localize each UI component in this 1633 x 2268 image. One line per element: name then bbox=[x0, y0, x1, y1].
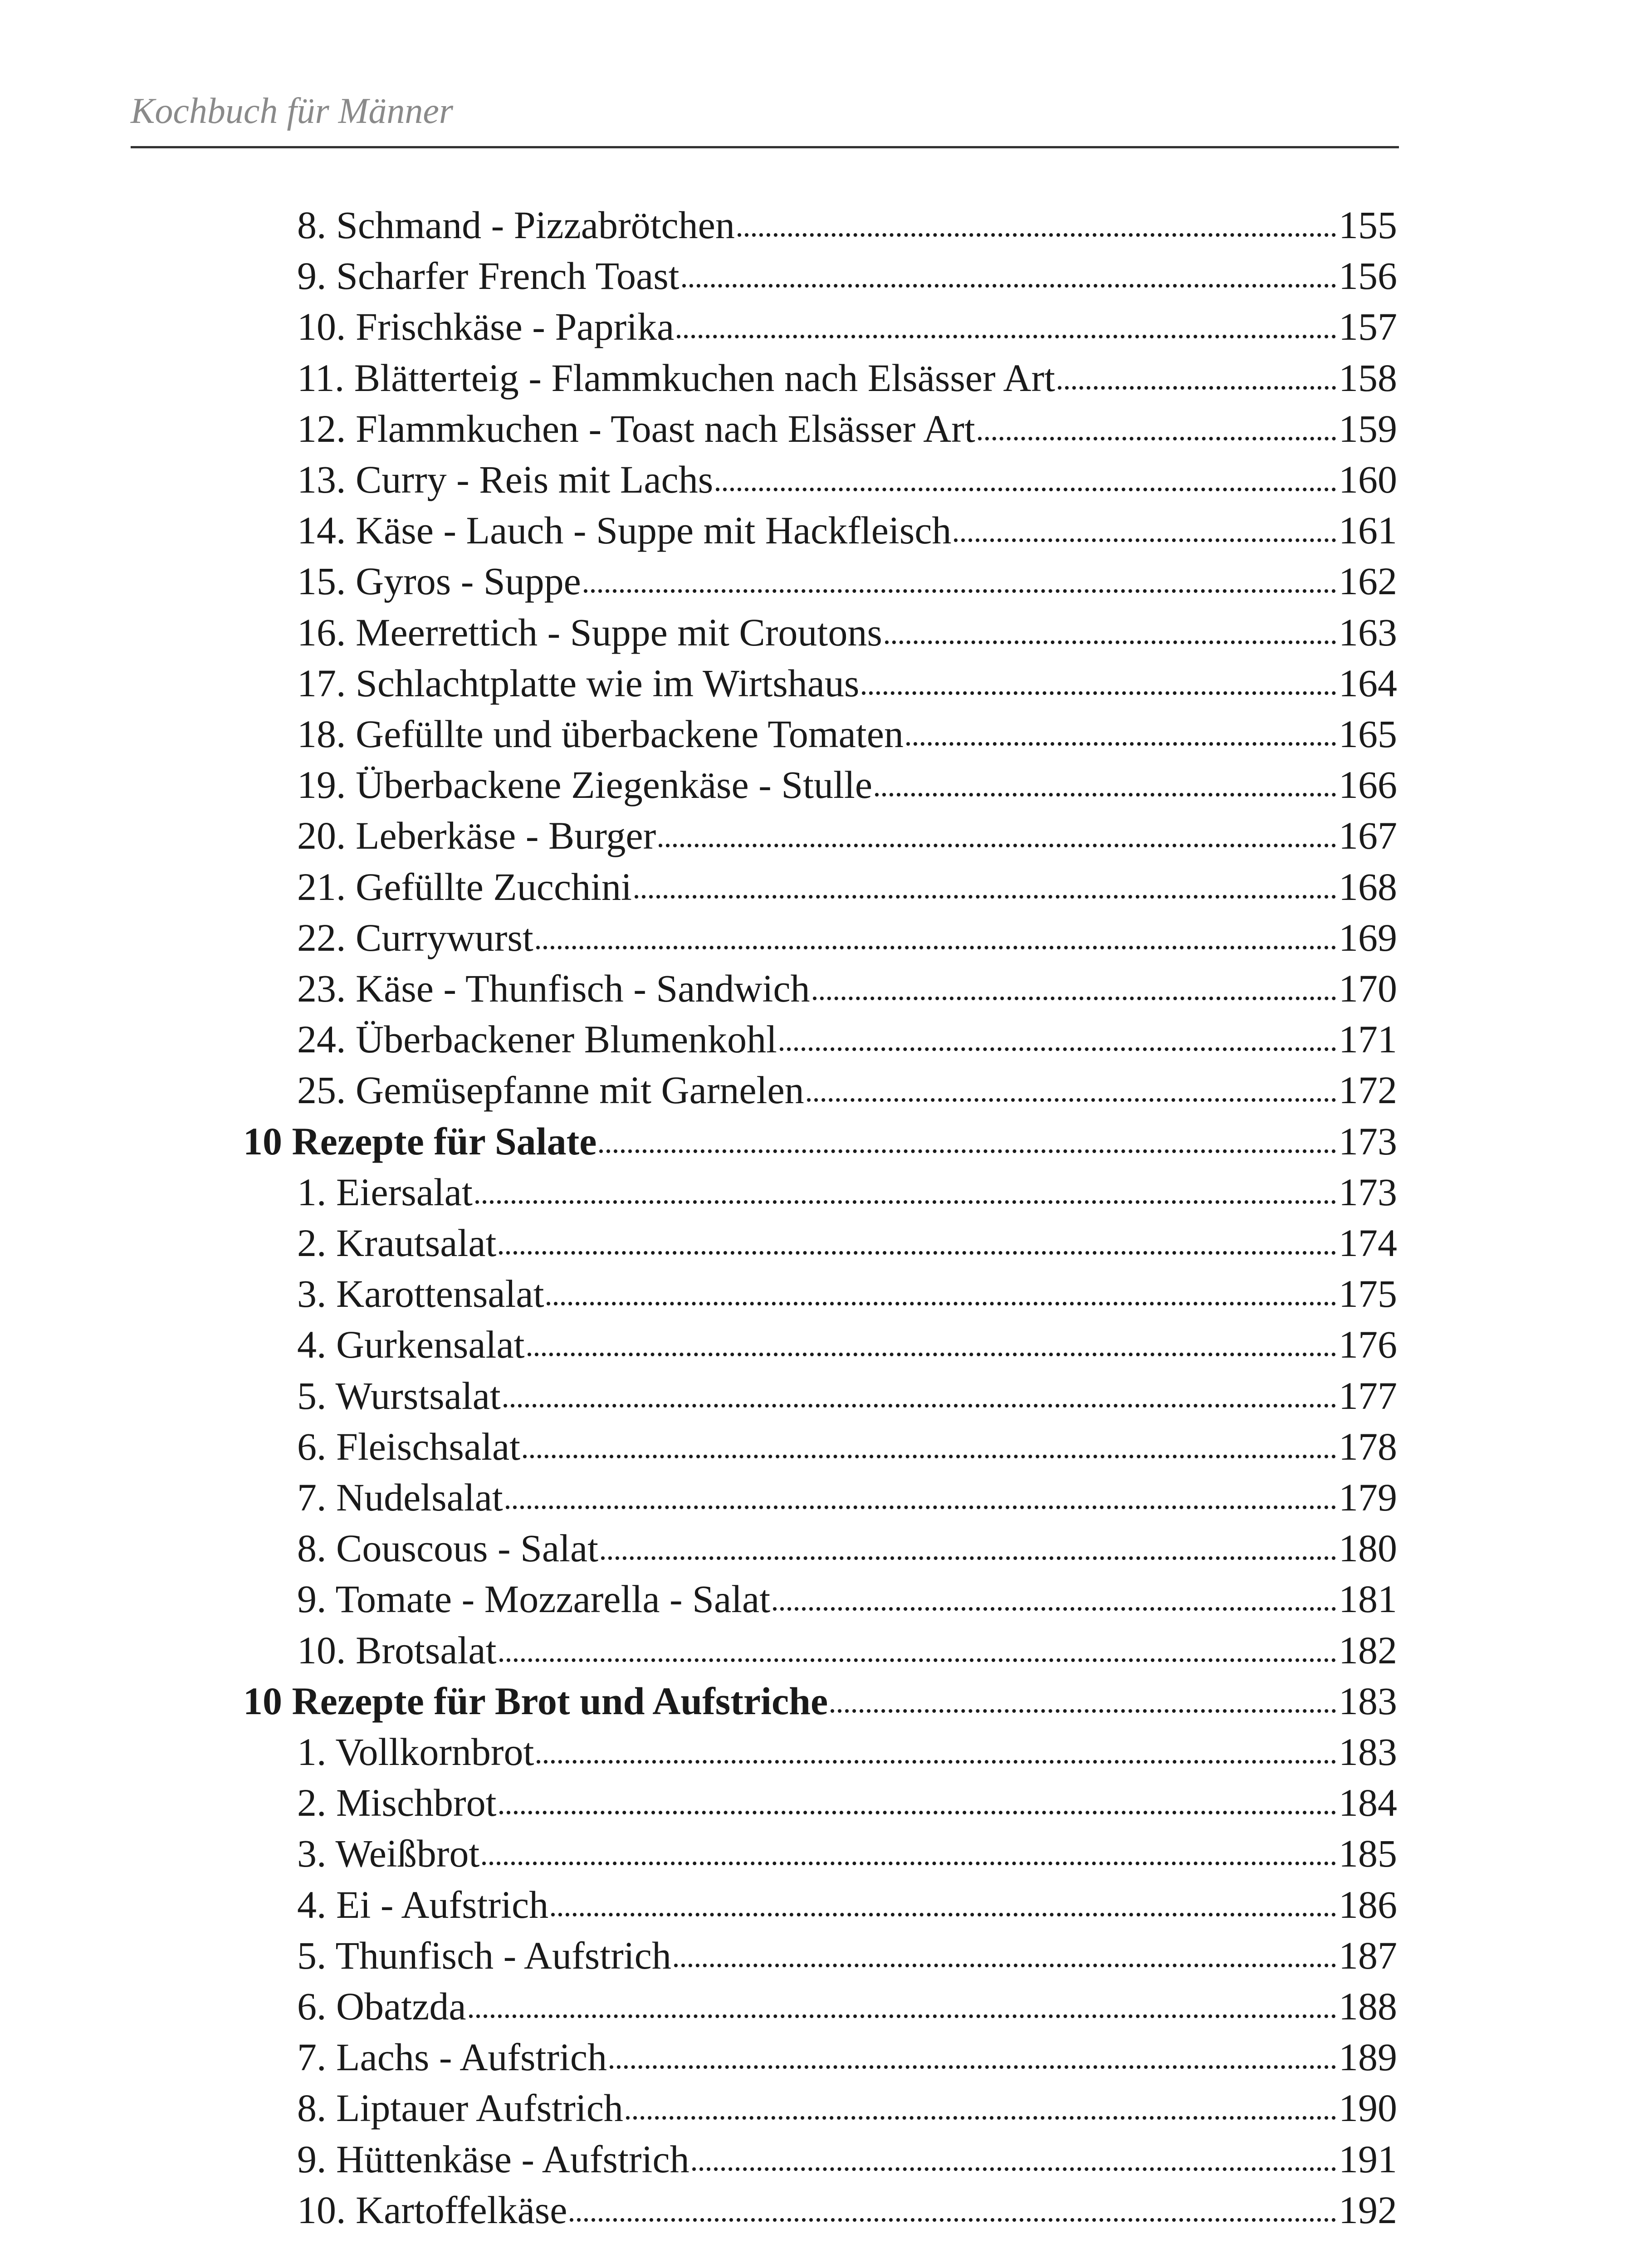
toc-page-number: 160 bbox=[1339, 458, 1397, 501]
toc-entry[interactable] bbox=[297, 1065, 1397, 1115]
toc-entry-title: 12. Flammkuchen - Toast nach Elsässer Art bbox=[297, 406, 975, 450]
toc-dot-leader bbox=[499, 1625, 1336, 1676]
toc-entry-title: 8. Liptauer Aufstrich bbox=[297, 2086, 623, 2130]
toc-page-number: 190 bbox=[1339, 2086, 1397, 2130]
toc-page-number: 155 bbox=[1339, 203, 1397, 247]
toc-dot-leader bbox=[601, 1523, 1336, 1574]
toc-dot-leader bbox=[626, 2082, 1336, 2133]
toc-page-number: 163 bbox=[1339, 610, 1397, 654]
toc-page-number: 186 bbox=[1339, 1882, 1397, 1926]
toc-entry[interactable] bbox=[297, 250, 1397, 301]
toc-entry[interactable] bbox=[297, 556, 1397, 606]
toc-dot-leader bbox=[807, 1065, 1336, 1115]
toc-entry[interactable] bbox=[297, 1319, 1397, 1370]
toc-page-number: 156 bbox=[1339, 254, 1397, 298]
toc-page-number: 177 bbox=[1339, 1374, 1397, 1418]
toc-dot-leader bbox=[504, 1370, 1336, 1421]
toc-entry[interactable] bbox=[297, 505, 1397, 556]
toc-entry-title: 4. Gurkensalat bbox=[297, 1323, 525, 1367]
toc-dot-leader bbox=[570, 2185, 1336, 2235]
toc-page-number: 179 bbox=[1339, 1476, 1397, 1519]
toc-entry-title: 20. Leberkäse - Burger bbox=[297, 814, 656, 858]
toc-entry[interactable] bbox=[297, 607, 1397, 658]
toc-entry-title: 4. Ei - Aufstrich bbox=[297, 1882, 549, 1926]
toc-entry-title: 2. Mischbrot bbox=[297, 1781, 497, 1825]
toc-dot-leader bbox=[885, 607, 1336, 658]
toc-entry-title: 6. Obatzda bbox=[297, 1984, 466, 2028]
toc-page-number: 170 bbox=[1339, 967, 1397, 1010]
toc-entry[interactable] bbox=[297, 352, 1397, 403]
toc-page-number: 157 bbox=[1339, 305, 1397, 349]
toc-page-number: 162 bbox=[1339, 559, 1397, 603]
toc-dot-leader bbox=[499, 1217, 1336, 1268]
toc-entry[interactable] bbox=[297, 1981, 1397, 2032]
toc-entry[interactable] bbox=[297, 1370, 1397, 1421]
toc-page-number: 184 bbox=[1339, 1781, 1397, 1825]
toc-page-number: 176 bbox=[1339, 1323, 1397, 1367]
toc-dot-leader bbox=[475, 1167, 1336, 1217]
toc-dot-leader bbox=[875, 759, 1336, 810]
toc-entry[interactable] bbox=[297, 861, 1397, 912]
toc-entry-title: 17. Schlachtplatte wie im Wirtshaus bbox=[297, 661, 860, 705]
toc-dot-leader bbox=[954, 505, 1336, 556]
toc-entry-title: 10 Rezepte für Salate bbox=[243, 1119, 597, 1163]
toc-entry-title: 14. Käse - Lauch - Suppe mit Hackfleisch bbox=[297, 508, 952, 552]
toc-entry-title: 8. Couscous - Salat bbox=[297, 1526, 599, 1570]
toc-entry[interactable] bbox=[297, 2082, 1397, 2133]
toc-entry-title: 3. Weißbrot bbox=[297, 1832, 480, 1876]
toc-page-number: 166 bbox=[1339, 763, 1397, 807]
toc-page-number: 173 bbox=[1339, 1119, 1397, 1163]
toc-entry[interactable] bbox=[297, 1421, 1397, 1472]
toc-entry[interactable] bbox=[297, 1217, 1397, 1268]
toc-dot-leader bbox=[537, 1726, 1336, 1777]
toc-entry[interactable] bbox=[297, 1726, 1397, 1777]
toc-entry[interactable] bbox=[297, 403, 1397, 454]
toc-entry-title: 19. Überbackene Ziegenkäse - Stulle bbox=[297, 763, 872, 807]
toc-dot-leader bbox=[813, 963, 1336, 1014]
toc-entry[interactable] bbox=[297, 810, 1397, 861]
toc-entry[interactable] bbox=[297, 759, 1397, 810]
toc-dot-leader bbox=[635, 861, 1336, 912]
toc-page-number: 189 bbox=[1339, 2035, 1397, 2079]
toc-dot-leader bbox=[716, 454, 1336, 505]
toc-dot-leader bbox=[551, 1879, 1336, 1930]
toc-dot-leader bbox=[831, 1676, 1336, 1726]
toc-entry[interactable] bbox=[297, 454, 1397, 505]
toc-entry-title: 22. Currywurst bbox=[297, 915, 533, 959]
toc-dot-leader bbox=[528, 1319, 1336, 1370]
toc-dot-leader bbox=[469, 1981, 1336, 2032]
toc-page-number: 183 bbox=[1339, 1679, 1397, 1723]
toc-dot-leader bbox=[738, 200, 1336, 250]
toc-dot-leader bbox=[482, 1828, 1336, 1879]
toc-entry[interactable] bbox=[297, 2134, 1397, 2185]
toc-entry[interactable] bbox=[297, 1472, 1397, 1523]
toc-entry[interactable] bbox=[297, 2185, 1397, 2235]
toc-dot-leader bbox=[674, 1930, 1336, 1981]
toc-entry-title: 16. Meerrettich - Suppe mit Croutons bbox=[297, 610, 882, 654]
toc-entry-title: 5. Thunfisch - Aufstrich bbox=[297, 1933, 671, 1977]
toc-entry-title: 18. Gefüllte und überbackene Tomaten bbox=[297, 712, 904, 756]
toc-entry[interactable] bbox=[297, 1625, 1397, 1676]
running-header: Kochbuch für Männer bbox=[131, 91, 454, 131]
toc-dot-leader bbox=[862, 658, 1336, 709]
toc-entry-title: 21. Gefüllte Zucchini bbox=[297, 865, 632, 909]
toc-dot-leader bbox=[610, 2032, 1336, 2082]
toc-page-number: 182 bbox=[1339, 1628, 1397, 1672]
toc-page-number: 159 bbox=[1339, 406, 1397, 450]
toc-dot-leader bbox=[773, 1574, 1336, 1624]
toc-entry-title: 10. Frischkäse - Paprika bbox=[297, 305, 675, 349]
toc-entry[interactable] bbox=[297, 912, 1397, 963]
toc-entry-title: 1. Vollkornbrot bbox=[297, 1730, 534, 1774]
toc-page-number: 164 bbox=[1339, 661, 1397, 705]
toc-dot-leader bbox=[584, 556, 1336, 606]
toc-dot-leader bbox=[659, 810, 1336, 861]
toc-dot-leader bbox=[499, 1777, 1336, 1828]
toc-entry-title: 10 Rezepte für Brot und Aufstriche bbox=[243, 1679, 828, 1723]
toc-page-number: 183 bbox=[1339, 1730, 1397, 1774]
toc-dot-leader bbox=[536, 912, 1336, 963]
toc-page-number: 185 bbox=[1339, 1832, 1397, 1876]
toc-page-number: 173 bbox=[1339, 1170, 1397, 1214]
toc-entry[interactable] bbox=[297, 1879, 1397, 1930]
toc-entry-title: 2. Krautsalat bbox=[297, 1221, 497, 1265]
toc-entry-title: 9. Scharfer French Toast bbox=[297, 254, 680, 298]
toc-entry[interactable] bbox=[297, 1523, 1397, 1574]
toc-entry-title: 1. Eiersalat bbox=[297, 1170, 473, 1214]
toc-entry-title: 6. Fleischsalat bbox=[297, 1424, 521, 1468]
toc-entry[interactable] bbox=[297, 200, 1397, 250]
toc-dot-leader bbox=[1058, 352, 1336, 403]
toc-entry-title: 11. Blätterteig - Flammkuchen nach Elsässer Art bbox=[297, 356, 1055, 400]
toc-entry[interactable] bbox=[297, 1167, 1397, 1217]
toc-entry[interactable] bbox=[297, 1574, 1397, 1624]
toc-entry-title: 25. Gemüsepfanne mit Garnelen bbox=[297, 1068, 804, 1112]
header-divider bbox=[131, 146, 1399, 148]
toc-entry[interactable] bbox=[297, 709, 1397, 759]
toc-page-number: 169 bbox=[1339, 915, 1397, 959]
toc-dot-leader bbox=[906, 709, 1336, 759]
toc-entry[interactable] bbox=[297, 301, 1397, 352]
toc-entry-title: 5. Wurstsalat bbox=[297, 1374, 501, 1418]
toc-entry-title: 23. Käse - Thunfisch - Sandwich bbox=[297, 967, 810, 1010]
toc-entry[interactable] bbox=[297, 658, 1397, 709]
toc-dot-leader bbox=[780, 1014, 1336, 1065]
toc-page-number: 161 bbox=[1339, 508, 1397, 552]
toc-entry-title: 15. Gyros - Suppe bbox=[297, 559, 581, 603]
toc-dot-leader bbox=[599, 1116, 1336, 1167]
toc-dot-leader bbox=[547, 1268, 1336, 1319]
toc-entry-title: 3. Karottensalat bbox=[297, 1272, 544, 1316]
toc-entry-title: 8. Schmand - Pizzabrötchen bbox=[297, 203, 735, 247]
toc-dot-leader bbox=[506, 1472, 1336, 1523]
toc-dot-leader bbox=[692, 2134, 1336, 2185]
toc-page-number: 168 bbox=[1339, 865, 1397, 909]
toc-entry[interactable] bbox=[297, 1828, 1397, 1879]
toc-entry-title: 7. Nudelsalat bbox=[297, 1476, 503, 1519]
toc-entry-title: 9. Tomate - Mozzarella - Salat bbox=[297, 1577, 771, 1621]
toc-entry[interactable] bbox=[297, 1930, 1397, 1981]
toc-page-number: 172 bbox=[1339, 1068, 1397, 1112]
toc-page-number: 174 bbox=[1339, 1221, 1397, 1265]
toc-entry[interactable] bbox=[297, 963, 1397, 1014]
toc-entry[interactable] bbox=[297, 1014, 1397, 1065]
toc-entry[interactable] bbox=[297, 2032, 1397, 2082]
toc-section-heading[interactable] bbox=[243, 1676, 1397, 1726]
toc-page-number: 187 bbox=[1339, 1933, 1397, 1977]
toc-dot-leader bbox=[682, 250, 1336, 301]
toc-entry[interactable] bbox=[297, 1268, 1397, 1319]
toc-dot-leader bbox=[677, 301, 1336, 352]
toc-entry-title: 13. Curry - Reis mit Lachs bbox=[297, 458, 714, 501]
toc-page-number: 180 bbox=[1339, 1526, 1397, 1570]
toc-entry-title: 10. Kartoffelkäse bbox=[297, 2188, 567, 2232]
toc-page-number: 192 bbox=[1339, 2188, 1397, 2232]
toc-page-number: 158 bbox=[1339, 356, 1397, 400]
toc-entry-title: 24. Überbackener Blumenkohl bbox=[297, 1017, 777, 1061]
toc-dot-leader bbox=[978, 403, 1336, 454]
toc-page-number: 167 bbox=[1339, 814, 1397, 858]
toc-page-number: 171 bbox=[1339, 1017, 1397, 1061]
toc-page-number: 175 bbox=[1339, 1272, 1397, 1316]
toc-page-number: 188 bbox=[1339, 1984, 1397, 2028]
toc-entry[interactable] bbox=[297, 1777, 1397, 1828]
toc-page-number: 191 bbox=[1339, 2137, 1397, 2181]
toc-entry-title: 10. Brotsalat bbox=[297, 1628, 497, 1672]
toc-page-number: 181 bbox=[1339, 1577, 1397, 1621]
toc-entry-title: 9. Hüttenkäse - Aufstrich bbox=[297, 2137, 689, 2181]
toc-section-heading[interactable] bbox=[243, 1116, 1397, 1167]
toc-dot-leader bbox=[523, 1421, 1336, 1472]
toc-page-number: 165 bbox=[1339, 712, 1397, 756]
toc-page-number: 178 bbox=[1339, 1424, 1397, 1468]
toc-entry-title: 7. Lachs - Aufstrich bbox=[297, 2035, 607, 2079]
